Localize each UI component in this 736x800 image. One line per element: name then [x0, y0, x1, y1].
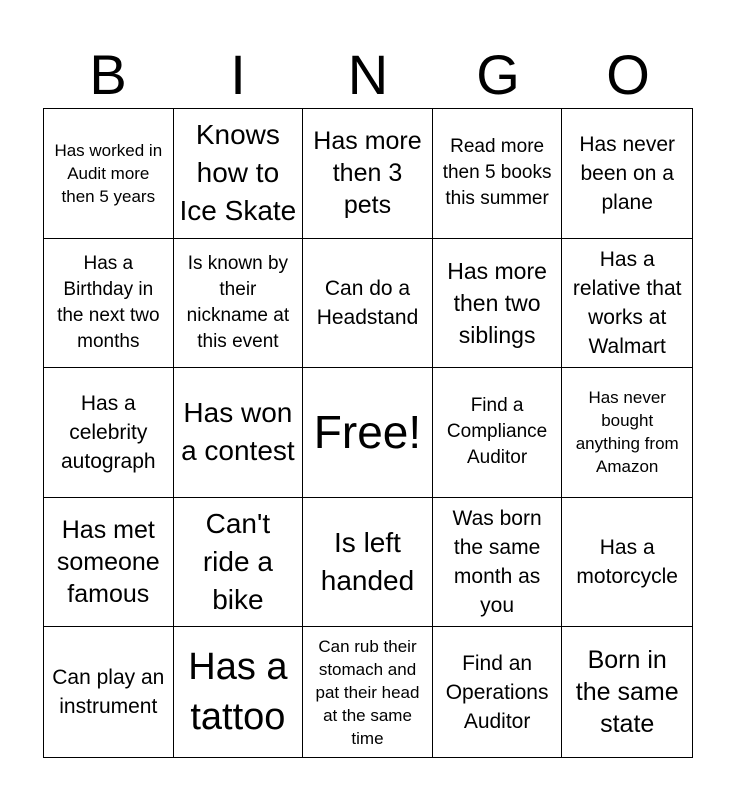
header-letter-o: O — [606, 43, 650, 106]
free-space-text: Free! — [313, 406, 422, 459]
bingo-cell[interactable] — [433, 368, 563, 498]
cell-text: Has a motorcycle — [576, 536, 678, 589]
cell-text: Born in the same state — [575, 646, 679, 739]
cell-text: Has never been on a plane — [579, 132, 676, 214]
bingo-cell[interactable] — [174, 239, 304, 369]
header-letter-g: G — [476, 43, 520, 106]
bingo-cell[interactable] — [433, 627, 563, 757]
bingo-cell[interactable] — [303, 239, 433, 369]
cell-text: Read more then 5 books this summer — [442, 136, 552, 210]
bingo-header — [43, 42, 693, 108]
bingo-cell[interactable] — [174, 498, 304, 628]
bingo-cell[interactable] — [562, 239, 692, 369]
header-letter-i: I — [230, 43, 246, 106]
cell-text: Has a relative that works at Walmart — [572, 247, 682, 358]
bingo-cell[interactable] — [44, 498, 174, 628]
cell-text: Is known by their nickname at this event — [186, 252, 290, 352]
header-letter-n: N — [347, 43, 389, 106]
cell-text: Has a tattoo — [188, 646, 288, 739]
cell-text: Was born the same month as you — [452, 507, 542, 618]
bingo-cell[interactable] — [433, 109, 563, 239]
cell-text: Has worked in Audit more then 5 years — [54, 140, 163, 206]
cell-text: Is left handed — [320, 527, 415, 597]
bingo-cell[interactable] — [303, 109, 433, 239]
bingo-cell[interactable] — [303, 627, 433, 757]
cell-text: Has won a contest — [181, 397, 295, 467]
bingo-cell-free[interactable] — [303, 368, 433, 498]
bingo-cell[interactable] — [303, 498, 433, 628]
bingo-board — [43, 108, 693, 758]
cell-text: Can play an instrument — [52, 666, 165, 719]
bingo-cell[interactable] — [562, 109, 692, 239]
cell-text: Find an Operations Auditor — [445, 651, 549, 733]
cell-text: Has never bought anything from Amazon — [575, 388, 679, 477]
cell-text: Has more then two siblings — [447, 257, 547, 348]
cell-text: Has met someone famous — [56, 516, 160, 609]
cell-text: Has a Birthday in the next two months — [57, 252, 160, 352]
cell-text: Can do a Headstand — [316, 276, 419, 329]
cell-text: Can't ride a bike — [202, 508, 273, 616]
cell-text: Has a celebrity autograph — [61, 391, 156, 473]
header-letter-b: B — [89, 43, 127, 106]
bingo-cell[interactable] — [174, 627, 304, 757]
bingo-cell[interactable] — [174, 109, 304, 239]
bingo-cell[interactable] — [44, 627, 174, 757]
bingo-cell[interactable] — [562, 627, 692, 757]
cell-text: Knows how to Ice Skate — [179, 119, 297, 227]
bingo-cell[interactable] — [44, 368, 174, 498]
bingo-cell[interactable] — [44, 109, 174, 239]
bingo-cell[interactable] — [174, 368, 304, 498]
bingo-cell[interactable] — [433, 498, 563, 628]
cell-text: Has more then 3 pets — [313, 127, 422, 220]
bingo-cell[interactable] — [433, 239, 563, 369]
cell-text: Find a Compliance Auditor — [446, 395, 548, 469]
bingo-cell[interactable] — [44, 239, 174, 369]
bingo-cell[interactable] — [562, 368, 692, 498]
cell-text: Can rub their stomach and pat their head at the same time — [315, 636, 420, 748]
bingo-cell[interactable] — [562, 498, 692, 628]
